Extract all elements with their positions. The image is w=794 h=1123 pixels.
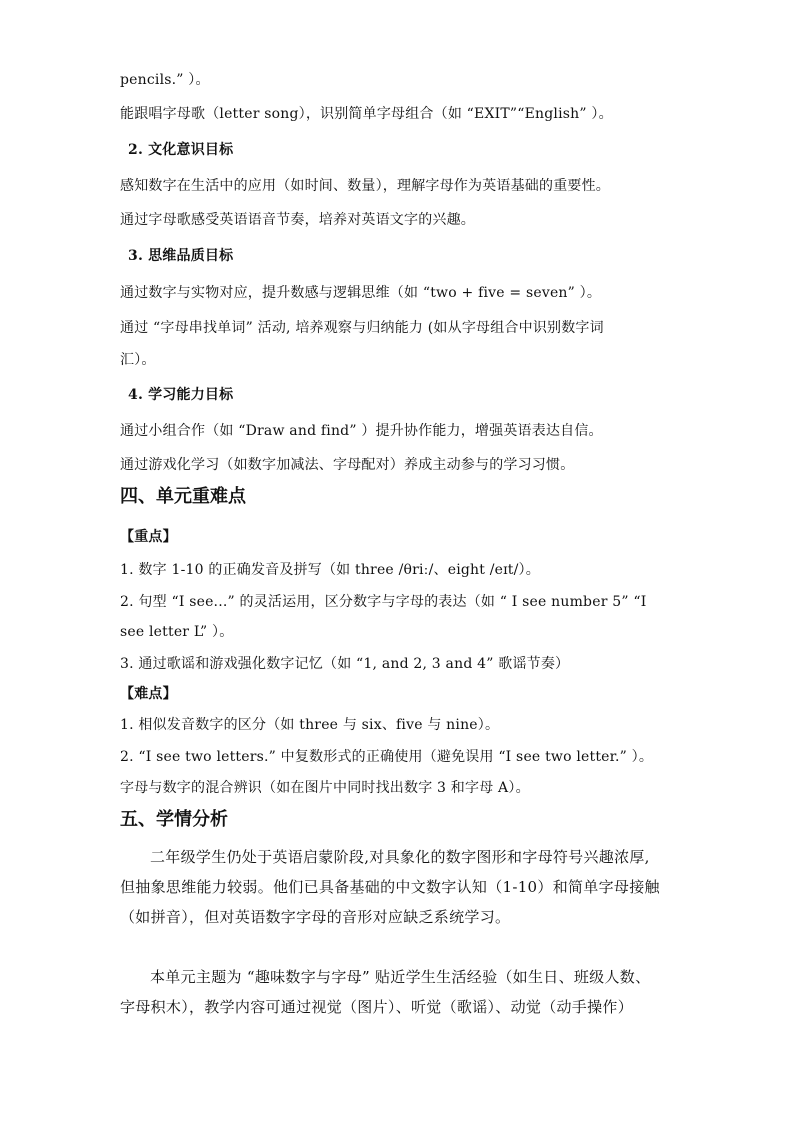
analysis-p1-line-2: 但抽象思维能力较弱。他们已具备基础的中文数字认知（1-10）和简单字母接触: [120, 878, 660, 896]
difficult-item-3: 字母与数字的混合辨识（如在图片中同时找出数字 3 和字母 A）。: [120, 780, 530, 796]
culture-goal-line-2: 通过字母歌感受英语语音节奏，培养对英语文字的兴趣。: [120, 212, 475, 228]
learning-goal-line-2: 通过游戏化学习（如数字加减法、字母配对）养成主动参与的学习习惯。: [120, 457, 575, 473]
focus-item-2-cont: see letter L” ）。: [120, 624, 234, 640]
analysis-p2-line-2: 字母积木），教学内容可通过视觉（图片）、听觉（歌谣）、动觉（动手操作）: [120, 998, 634, 1016]
analysis-p1-line-3: （如拼音），但对英语数字字母的音形对应缺乏系统学习。: [120, 908, 511, 926]
focus-item-3: 3. 通过歌谣和游戏强化数字记忆（如 “1, and 2, 3 and 4” 歌谣节奏）: [120, 656, 570, 672]
thinking-goal-line-2b: 汇）。: [120, 352, 156, 368]
learning-goal-line-1: 通过小组合作（如 “Draw and find” ）提升协作能力，增强英语表达自信。: [120, 423, 603, 439]
goal-line-pencils: pencils.” ）。: [120, 72, 210, 88]
analysis-p2-line-1: 本单元主题为 “趣味数字与字母” 贴近学生生活经验（如生日、班级人数、: [150, 968, 651, 986]
focus-item-1: 1. 数字 1-10 的正确发音及拼写（如 three /θriː/、eight /eɪt/）。: [120, 562, 540, 578]
difficult-item-1: 1. 相似发音数字的区分（如 three 与 six、five 与 nine）。: [120, 717, 500, 733]
difficult-item-2: 2. “I see two letters.” 中复数形式的正确使用（避免误用 “I see two letter.” ）。: [120, 749, 654, 765]
section-heading-key-points: 四、单元重难点: [120, 486, 246, 507]
focus-item-2: 2. 句型 “I see...” 的灵活运用，区分数字与字母的表达（如 “ I see number 5” “I: [120, 594, 647, 610]
section-heading-learner-analysis: 五、学情分析: [120, 809, 228, 830]
culture-goal-heading: 2. 文化意识目标: [128, 142, 234, 158]
focus-label: 【重点】: [120, 529, 177, 545]
analysis-p1-line-1: 二年级学生仍处于英语启蒙阶段,对具象化的数字图形和字母符号兴趣浓厚,: [150, 848, 650, 866]
thinking-goal-line-2a: 通过 “字母串找单词” 活动, 培养观察与归纳能力 (如从字母组合中识别数字词: [120, 320, 604, 336]
difficult-label: 【难点】: [120, 686, 177, 702]
thinking-goal-line-1: 通过数字与实物对应，提升数感与逻辑思维（如 “two + five = seven” ）。: [120, 285, 602, 301]
thinking-goal-heading: 3. 思维品质目标: [128, 248, 234, 264]
culture-goal-line-1: 感知数字在生活中的应用（如时间、数量），理解字母作为英语基础的重要性。: [120, 178, 610, 194]
goal-line-letter-song: 能跟唱字母歌（letter song），识别简单字母组合（如 “EXIT”“English” ）。: [120, 106, 613, 122]
learning-goal-heading: 4. 学习能力目标: [128, 387, 234, 403]
